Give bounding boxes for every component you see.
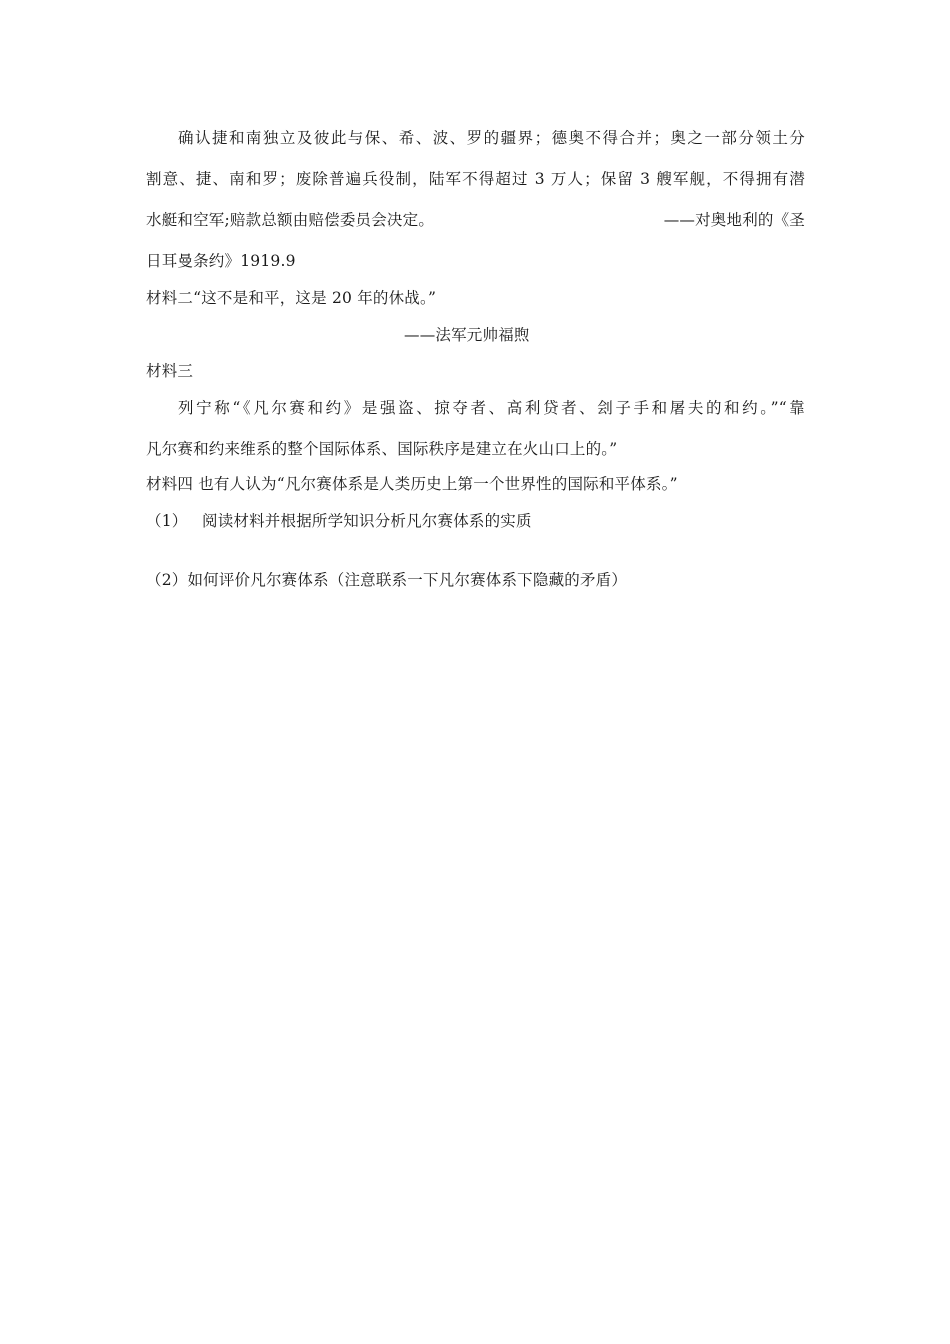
material-two-source: ——法军元帅福煦 [404, 326, 530, 344]
material-one-line-3: 水艇和空军;赔款总额由赔偿委员会决定。 [146, 211, 435, 229]
material-three-line-2: 凡尔赛和约来维系的整个国际体系、国际秩序是建立在火山口上的。” [146, 440, 618, 458]
question-1-number: （1） [146, 512, 188, 530]
material-one-source: ——对奥地利的《圣 [663, 211, 805, 229]
material-one-line-1: 确认捷和南独立及彼此与保、希、波、罗的疆界；德奥不得合并；奥之一部分领土分 [178, 129, 805, 147]
question-2: （2）如何评价凡尔赛体系（注意联系一下凡尔赛体系下隐藏的矛盾） [146, 571, 628, 589]
material-three-title: 材料三 [146, 362, 194, 380]
question-1-text: 阅读材料并根据所学知识分析凡尔赛体系的实质 [202, 512, 532, 530]
material-three-line-1: 列宁称“《凡尔赛和约》是强盗、掠夺者、高利贷者、刽子手和屠夫的和约。”“靠 [178, 399, 805, 417]
material-two-text: 材料二“这不是和平，这是 20 年的休战。” [146, 289, 437, 307]
material-four-text: 材料四 也有人认为“凡尔赛体系是人类历史上第一个世界性的国际和平体系。” [146, 475, 678, 493]
material-one-line-2: 割意、捷、南和罗；废除普遍兵役制，陆军不得超过 3 万人；保留 3 艘军舰，不得拥有潜 [146, 170, 805, 188]
material-one-line-4: 日耳曼条约》1919.9 [146, 252, 296, 270]
